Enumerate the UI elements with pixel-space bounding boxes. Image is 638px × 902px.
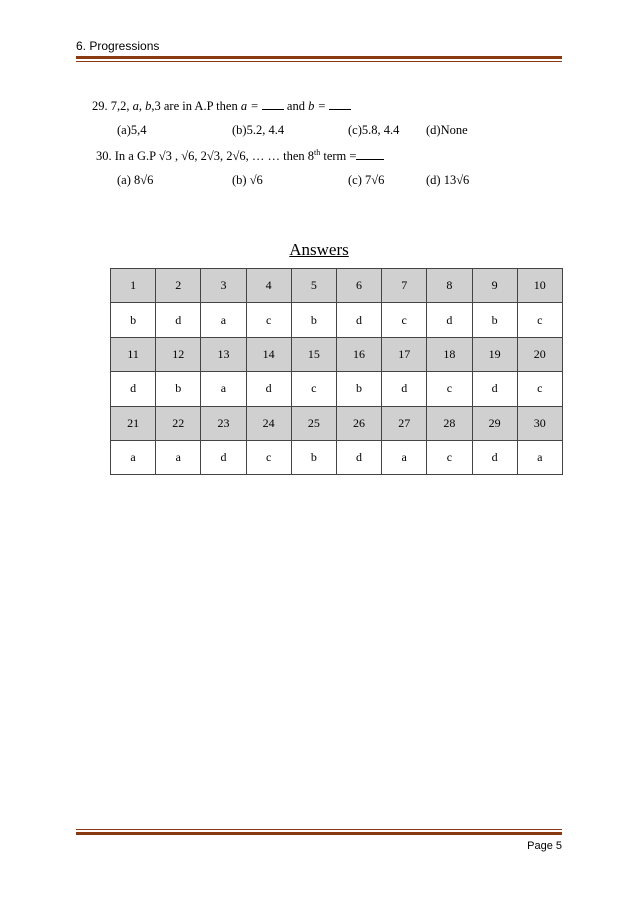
- var-a: a: [132, 99, 139, 113]
- answer-cell: a: [156, 440, 201, 474]
- question-number-cell: 21: [111, 406, 156, 440]
- answer-cell: d: [472, 372, 517, 406]
- question-number-cell: 1: [111, 269, 156, 303]
- table-row: [111, 372, 563, 406]
- header-rule-thin: [76, 61, 562, 62]
- question-number-cell: 29: [472, 406, 517, 440]
- question-number-cell: 26: [336, 406, 381, 440]
- question-number-cell: 25: [291, 406, 336, 440]
- option-d: (d) 13√6: [426, 173, 470, 187]
- answer-cell: d: [427, 303, 472, 337]
- answer-cell: b: [291, 303, 336, 337]
- answer-cell: d: [246, 372, 291, 406]
- answer-cell: d: [382, 372, 427, 406]
- answer-cell: c: [517, 303, 562, 337]
- page-number: Page 5: [527, 840, 562, 852]
- question-number-cell: 16: [336, 337, 381, 371]
- answer-cell: b: [291, 440, 336, 474]
- question-text-mid: ,3 are in A.P then: [151, 99, 238, 113]
- table-row: [111, 406, 563, 440]
- answer-cell: c: [246, 440, 291, 474]
- question-number-cell: 5: [291, 269, 336, 303]
- option-c: (c) 7√6: [348, 173, 385, 187]
- question-number-cell: 14: [246, 337, 291, 371]
- question-number-cell: 9: [472, 269, 517, 303]
- question-number-cell: 4: [246, 269, 291, 303]
- table-row: [111, 269, 563, 303]
- question-number-cell: 19: [472, 337, 517, 371]
- answer-cell: a: [517, 440, 562, 474]
- answer-cell: b: [336, 372, 381, 406]
- answer-cell: c: [382, 303, 427, 337]
- header-title: 6. Progressions: [76, 39, 160, 53]
- answer-cell: b: [472, 303, 517, 337]
- question-text-post: … … then 8: [251, 149, 315, 164]
- question-number-cell: 11: [111, 337, 156, 371]
- and-text: and: [286, 99, 305, 113]
- question-number-cell: 10: [517, 269, 562, 303]
- question-number-cell: 24: [246, 406, 291, 440]
- answer-blank: [329, 98, 351, 110]
- answer-cell: a: [201, 372, 246, 406]
- question-number-cell: 17: [382, 337, 427, 371]
- answer-cell: b: [111, 303, 156, 337]
- question-number-cell: 2: [156, 269, 201, 303]
- answers-title: Answers: [289, 240, 349, 259]
- answer-cell: d: [336, 440, 381, 474]
- answer-blank: [262, 98, 284, 110]
- question-number-cell: 20: [517, 337, 562, 371]
- header-rule: [76, 56, 562, 59]
- answer-cell: d: [156, 303, 201, 337]
- answer-cell: c: [291, 372, 336, 406]
- answer-cell: d: [336, 303, 381, 337]
- question-30: 30. In a G.P √3 , √6, 2√3, 2√6, … … then 8th term =: [96, 148, 384, 164]
- question-number-cell: 18: [427, 337, 472, 371]
- superscript: th: [314, 148, 321, 157]
- answer-cell: d: [472, 440, 517, 474]
- answer-cell: c: [427, 372, 472, 406]
- question-number-cell: 30: [517, 406, 562, 440]
- answer-cell: d: [201, 440, 246, 474]
- option-d: (d)None: [426, 123, 468, 137]
- question-number-cell: 8: [427, 269, 472, 303]
- question-number-cell: 6: [336, 269, 381, 303]
- table-row: [111, 440, 563, 474]
- question-number-cell: 23: [201, 406, 246, 440]
- answer-cell: a: [382, 440, 427, 474]
- series-term-2: √6: [181, 149, 195, 164]
- footer-rule: [76, 832, 562, 835]
- question-text-pre: 7,2,: [110, 99, 130, 113]
- table-row: [111, 337, 563, 371]
- series-term-3: 2√3: [200, 149, 220, 164]
- series-term-1: √3: [158, 149, 172, 164]
- question-number-cell: 27: [382, 406, 427, 440]
- question-number-cell: 12: [156, 337, 201, 371]
- question-number: 30.: [96, 149, 112, 164]
- answer-cell: d: [111, 372, 156, 406]
- question-number-cell: 3: [201, 269, 246, 303]
- footer-rule-thin: [76, 829, 562, 830]
- question-number-cell: 15: [291, 337, 336, 371]
- question-number-cell: 22: [156, 406, 201, 440]
- table-row: [111, 303, 563, 337]
- equation-a: a =: [240, 99, 259, 113]
- answer-cell: a: [201, 303, 246, 337]
- answer-cell: a: [111, 440, 156, 474]
- answers-table: [110, 268, 563, 475]
- question-number: 29.: [92, 99, 108, 113]
- answer-cell: c: [246, 303, 291, 337]
- option-a: (a)5,4: [117, 123, 147, 137]
- option-a: (a) 8√6: [117, 173, 154, 187]
- option-c: (c)5.8, 4.4: [348, 123, 400, 137]
- option-b: (b) √6: [232, 173, 263, 187]
- answer-cell: c: [427, 440, 472, 474]
- answer-cell: c: [517, 372, 562, 406]
- equation-b: b =: [308, 99, 326, 113]
- question-text-pre: In a G.P: [114, 149, 156, 164]
- var-b: b: [145, 99, 152, 113]
- answer-cell: b: [156, 372, 201, 406]
- option-b: (b)5.2, 4.4: [232, 123, 285, 137]
- question-text-end: term =: [323, 149, 357, 164]
- series-term-4: 2√6: [226, 149, 246, 164]
- question-number-cell: 13: [201, 337, 246, 371]
- question-number-cell: 28: [427, 406, 472, 440]
- question-29: 29. 7,2, a, b,3 are in A.P then a = and b =: [92, 98, 351, 114]
- answer-blank: [356, 148, 384, 160]
- question-number-cell: 7: [382, 269, 427, 303]
